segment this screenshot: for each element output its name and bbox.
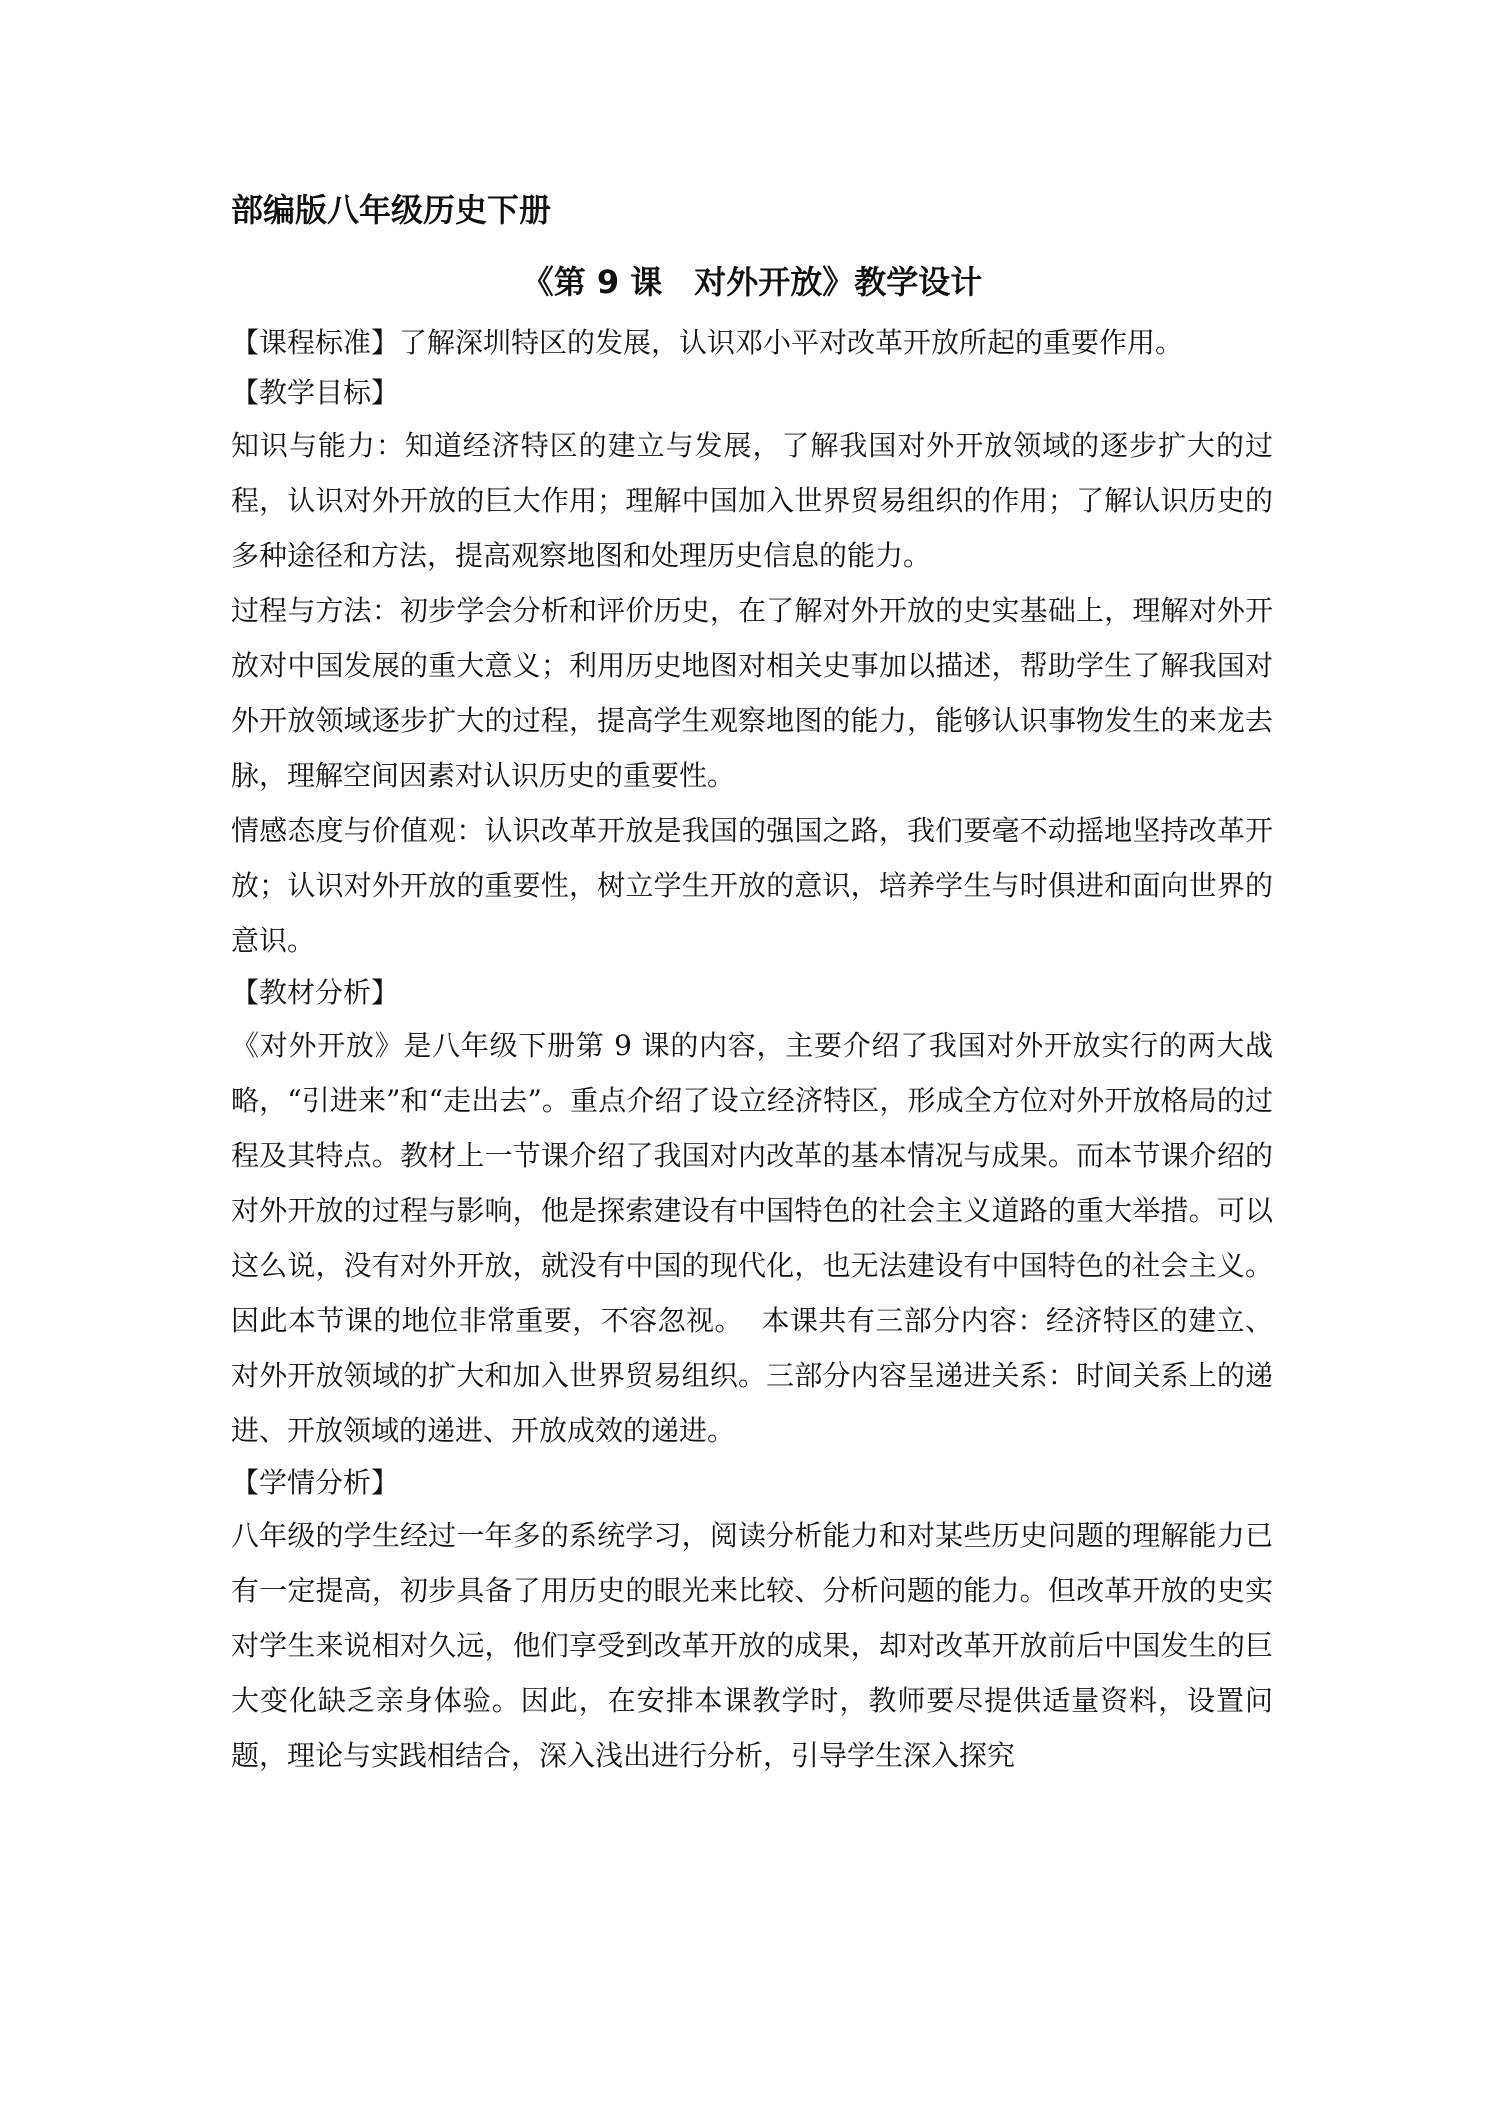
lesson-title: 《第 9 课 对外开放》教学设计 xyxy=(521,263,983,301)
goal-attitude-values: 情感态度与价值观：认识改革开放是我国的强国之路，我们要毫不动摇地坚持改革开放；认识对外开放的重要性，树立学生开放的意识，培养学生与时俱进和面向世界的意识。 xyxy=(231,814,1273,957)
section-heading-student-analysis: 【学情分析】 xyxy=(231,1466,400,1499)
section-heading-teaching-goals: 【教学目标】 xyxy=(231,376,400,409)
goal-knowledge-ability: 知识与能力：知道经济特区的建立与发展，了解我国对外开放领域的逐步扩大的过程，认识对外开放的巨大作用；理解中国加入世界贸易组织的作用；了解认识历史的多种途径和方法，提高观察地图和处理历史信息的能力。 xyxy=(231,429,1273,572)
curriculum-standard: 【课程标准】了解深圳特区的发展，认识邓小平对改革开放所起的重要作用。 xyxy=(231,326,1184,359)
section-heading-textbook-analysis: 【教材分析】 xyxy=(231,976,400,1009)
document-body xyxy=(231,318,1273,1783)
textbook-analysis-text: 《对外开放》是八年级下册第 9 课的内容，主要介绍了我国对外开放实行的两大战略，“引进来”和“走出去”。重点介绍了设立经济特区，形成全方位对外开放格局的过程及其特点。教材上一节课介绍了我国对内改革的基本情况与成果。而本节课介绍的对外开放的过程与影响，他是探索建设有中国特色的社会主义道路的重大举措。可以这么说，没有对外开放，就没有中国的现代化，也无法建设有中国特色的社会主义。因此本节课的地位非常重要，不容忽视。 本课共有三部分内容：经济特区的建立、对外开放领域的扩大和加入世界贸易组织。三部分内容呈递进关系：时间关系上的递进、开放领域的递进、开放成效的递进。 xyxy=(231,1029,1273,1447)
document-header: 部编版八年级历史下册 xyxy=(231,191,552,229)
student-analysis-text: 八年级的学生经过一年多的系统学习，阅读分析能力和对某些历史问题的理解能力已有一定提高，初步具备了用历史的眼光来比较、分析问题的能力。但改革开放的史实对学生来说相对久远，他们享受到改革开放的成果，却对改革开放前后中国发生的巨大变化缺乏亲身体验。因此，在安排本课教学时，教师要尽提供适量资料，设置问题，理论与实践相结合，深入浅出进行分析，引导学生深入探究 xyxy=(231,1519,1273,1772)
goal-process-method: 过程与方法：初步学会分析和评价历史，在了解对外开放的史实基础上，理解对外开放对中国发展的重大意义；利用历史地图对相关史事加以描述，帮助学生了解我国对外开放领域逐步扩大的过程，提高学生观察地图的能力，能够认识事物发生的来龙去脉，理解空间因素对认识历史的重要性。 xyxy=(231,594,1273,792)
